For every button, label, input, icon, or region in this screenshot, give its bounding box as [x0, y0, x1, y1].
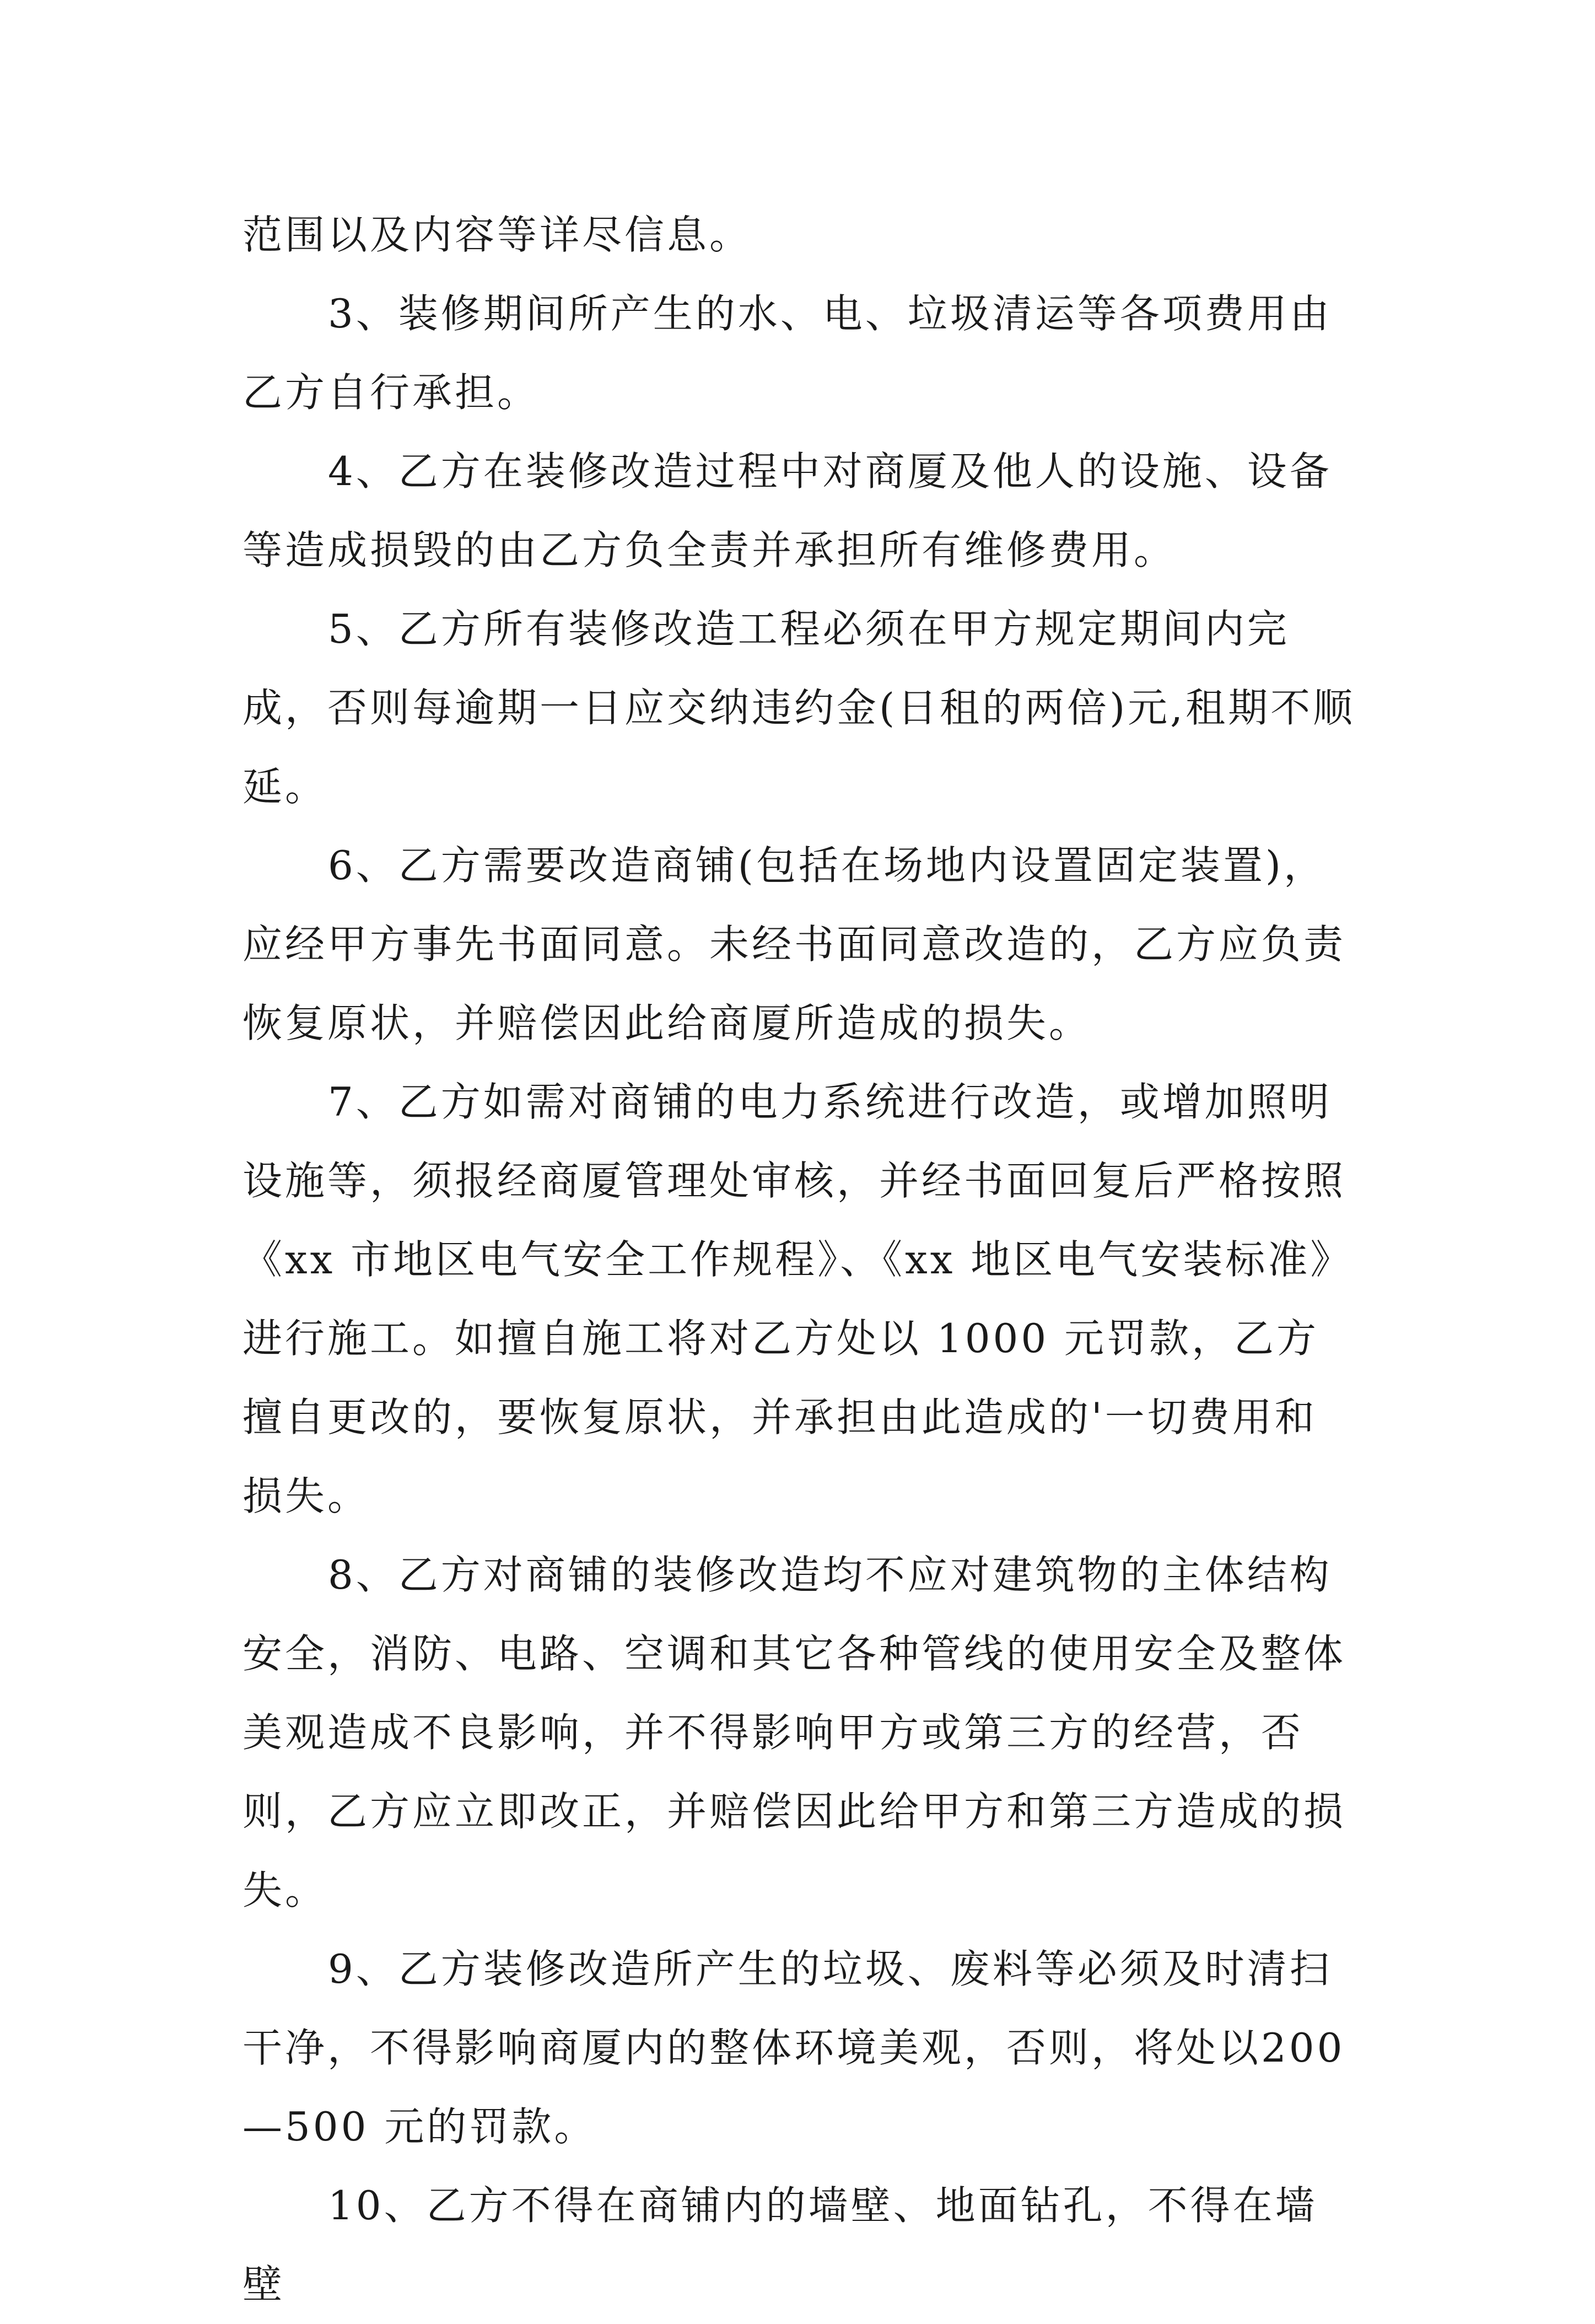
paragraph-continuation: 范围以及内容等详尽信息。 — [243, 212, 752, 258]
paragraph-clause-3: 3、装修期间所产生的水、电、垃圾清运等各项费用由乙方自行承担。 — [243, 290, 1332, 416]
paragraph-clause-6: 6、乙方需要改造商铺(包括在场地内设置固定装置)，应经甲方事先书面同意。未经书面同意改造的，乙方应负责恢复原状，并赔偿因此给商厦所造成的损失。 — [243, 842, 1346, 1046]
paragraph-clause-10: 10、乙方不得在商铺内的墙壁、地面钻孔，不得在墙壁 — [243, 2182, 1318, 2307]
paragraph-clause-4: 4、乙方在装修改造过程中对商厦及他人的设施、设备等造成损毁的由乙方负全责并承担所有维修费用。 — [243, 448, 1332, 573]
paragraph-clause-8: 8、乙方对商铺的装修改造均不应对建筑物的主体结构安全，消防、电路、空调和其它各种管线的使用安全及整体美观造成不良影响，并不得影响甲方或第三方的经营，否则，乙方应立即改正，并赔偿因此给甲方和第三方造成的损失。 — [243, 1552, 1346, 1913]
paragraph-clause-7: 7、乙方如需对商铺的电力系统进行改造，或增加照明设施等，须报经商厦管理处审核，并经书面回复后严格按照《xx 市地区电气安全工作规程》、《xx 地区电气安装标准》进行施工。如擅自施工将对乙方处以 1000 元罚款，乙方擅自更改的，要恢复原状，并承担由此造成的'一切费用和损失。 — [243, 1079, 1353, 1519]
paragraph-clause-5: 5、乙方所有装修改造工程必须在甲方规定期间内完成，否则每逾期一日应交纳违约金(日租的两倍)元,租期不顺延。 — [243, 606, 1356, 810]
document-body — [243, 196, 1356, 2324]
paragraph-clause-9: 9、乙方装修改造所产生的垃圾、废料等必须及时清扫干净，不得影响商厦内的整体环境美观，否则，将处以200—500 元的罚款。 — [243, 1946, 1345, 2150]
